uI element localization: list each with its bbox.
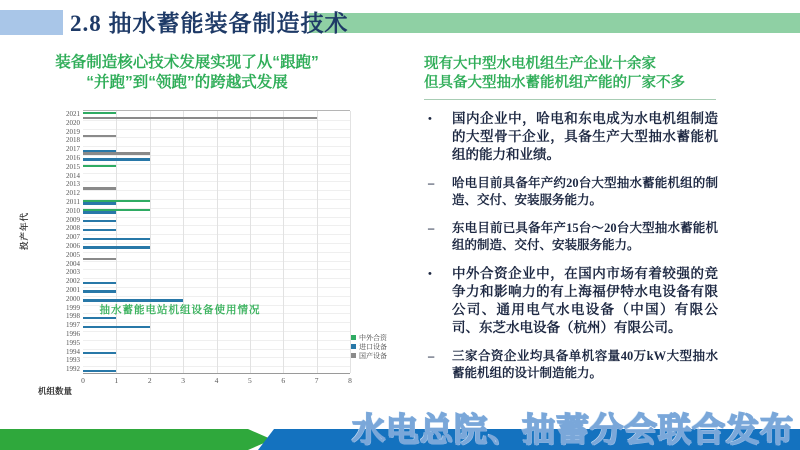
legend-label: 中外合资 [359, 334, 387, 342]
x-tick-label: 8 [348, 376, 352, 385]
left-heading-line2: “并跑”到“领跑”的跨越式发展 [86, 74, 288, 91]
bullet-text: 东电目前已具备年产15台～20台大型抽水蓄能机组的制造、交付、安装服务能力。 [452, 221, 718, 252]
x-tick-label: 2 [147, 376, 152, 385]
y-category-label: 2016 [66, 154, 80, 162]
bullet-text: 三家合资企业均具备单机容量40万kW大型抽水蓄能机组的设计制造能力。 [452, 349, 718, 380]
bar-中外合资 [83, 165, 116, 168]
x-tick-label: 4 [214, 376, 219, 385]
bar-进口设备 [83, 317, 116, 320]
bar-进口设备 [83, 326, 150, 329]
right-heading-line1: 现有大中型水电机组生产企业十余家 [424, 56, 656, 72]
bar-国产设备 [83, 187, 116, 190]
bar-进口设备 [83, 370, 116, 373]
bar-进口设备 [83, 229, 116, 232]
bar-进口设备 [83, 352, 116, 355]
y-category-label: 2001 [66, 286, 80, 294]
y-category-label: 2013 [66, 180, 80, 189]
x-tick-label: 6 [281, 376, 286, 385]
chart-x-axis-title: 机组数量 [38, 386, 73, 396]
legend-swatch [351, 353, 356, 358]
list-item [424, 348, 718, 382]
list-item [424, 265, 718, 337]
y-category-label: 2000 [66, 294, 80, 303]
legend-swatch [351, 344, 356, 349]
y-category-label: 1994 [66, 347, 80, 356]
bar-进口设备 [83, 158, 150, 161]
gridline-vertical [317, 111, 318, 373]
y-category-label: 2017 [66, 145, 80, 154]
bar-进口设备 [83, 282, 116, 285]
y-category-label: 2004 [66, 259, 80, 268]
gridline-vertical [150, 111, 151, 373]
list-item [424, 110, 718, 164]
bullet-marker: – [428, 349, 435, 363]
y-category-label: 1997 [66, 321, 80, 330]
right-heading [424, 55, 724, 93]
y-category-label: 2008 [66, 224, 80, 233]
y-category-label: 2011 [66, 198, 80, 206]
y-category-label: 1999 [66, 303, 80, 312]
right-heading-divider [424, 99, 716, 100]
gridline-vertical [217, 111, 218, 373]
page-title: 2.8 抽水蓄能装备制造技术 [70, 11, 349, 36]
y-category-label: 1996 [66, 330, 80, 338]
x-tick-label: 3 [181, 376, 185, 385]
bar-进口设备 [83, 202, 116, 205]
x-tick-label: 5 [248, 376, 252, 385]
left-heading [22, 53, 352, 93]
bullet-marker: • [428, 268, 432, 280]
chart-legend [351, 333, 387, 360]
gridline-vertical [116, 111, 117, 373]
list-item [424, 175, 718, 209]
bar-进口设备 [83, 290, 116, 293]
bar-国产设备 [83, 135, 116, 138]
bullet-text: 哈电目前具备年产约20台大型抽水蓄能机组的制造、交付、安装服务能力。 [452, 176, 718, 207]
bullet-list [424, 110, 718, 393]
list-item [424, 220, 718, 254]
y-category-label: 2009 [66, 215, 80, 224]
y-category-label: 1998 [66, 312, 80, 321]
legend-item [351, 351, 387, 360]
right-heading-line2: 但具备大型抽水蓄能机组产能的厂家不多 [424, 75, 685, 91]
bar-国产设备 [83, 152, 150, 155]
gridline-vertical [283, 111, 284, 373]
x-tick-label: 7 [314, 376, 319, 385]
y-category-label: 2012 [66, 189, 80, 198]
bar-进口设备 [83, 211, 116, 214]
bar-chart [19, 100, 410, 420]
legend-label: 进口设备 [359, 343, 387, 351]
y-category-label: 1992 [66, 365, 80, 374]
y-category-label: 2014 [66, 171, 80, 180]
chart-plot [83, 110, 387, 374]
bar-国产设备 [83, 117, 317, 120]
y-category-label: 2018 [66, 136, 80, 145]
bar-中外合资 [83, 112, 116, 115]
header-green-block [309, 13, 800, 33]
bullet-marker: – [428, 176, 435, 190]
y-category-label: 2015 [66, 162, 80, 171]
header-blue-block [0, 10, 63, 35]
y-category-label: 2021 [66, 110, 80, 118]
chart-caption: 抽水蓄能电站机组设备使用情况 [99, 304, 261, 316]
legend-swatch [351, 335, 356, 340]
footer-watermark: 水电总院、抽蓄分会联合发布 [352, 413, 794, 449]
bar-进口设备 [83, 246, 150, 249]
footer-green-arrow [0, 429, 272, 450]
bullet-marker: – [428, 221, 435, 235]
bullet-text: 国内企业中，哈电和东电成为水电机组制造的大型骨干企业，具备生产大型抽水蓄能机组的能力和业绩。 [452, 111, 718, 162]
gridline-vertical [183, 111, 184, 373]
bar-进口设备 [83, 238, 150, 241]
bullet-marker: • [428, 113, 432, 125]
chart-y-axis-title: 投产年代 [19, 211, 29, 250]
y-category-label: 2002 [66, 277, 80, 286]
y-category-label: 2005 [66, 250, 80, 259]
y-category-label: 1993 [66, 356, 80, 365]
bullet-text: 中外合资企业中，在国内市场有着较强的竞争力和影响力的有上海福伊特水电设备有限公司、通用电气水电设备（中国）有限公司、东芝水电设备（杭州）有限公司。 [452, 266, 718, 335]
x-tick-label: 1 [114, 376, 119, 385]
y-category-label: 2010 [66, 206, 80, 215]
y-category-label: 2020 [66, 118, 80, 127]
left-heading-line1: 装备制造核心技术发展实现了从“跟跑” [55, 54, 319, 71]
legend-label: 国产设备 [359, 352, 387, 360]
y-category-label: 2003 [66, 268, 80, 277]
x-tick-label: 0 [81, 376, 85, 385]
y-category-label: 1995 [66, 338, 80, 347]
y-category-label: 2007 [66, 233, 80, 242]
y-category-label: 2006 [66, 242, 80, 250]
bar-进口设备 [83, 220, 116, 223]
y-category-label: 2019 [66, 127, 80, 136]
gridline-vertical [250, 111, 251, 373]
bar-国产设备 [83, 258, 116, 261]
